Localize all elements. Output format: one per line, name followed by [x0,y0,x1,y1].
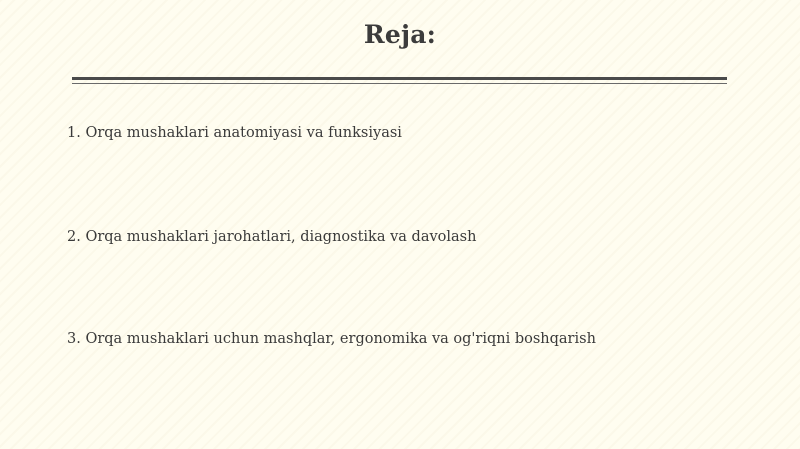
list-item: 1. Orqa mushaklari anatomiyasi va funksiyasi [67,125,402,141]
title-divider-thin [72,83,727,84]
list-item: 2. Orqa mushaklari jarohatlari, diagnostika va davolash [67,229,477,245]
slide-title: Reja: [363,20,437,49]
title-divider-thick [72,77,727,80]
list-item: 3. Orqa mushaklari uchun mashqlar, ergonomika va og'riqni boshqarish [67,331,596,347]
